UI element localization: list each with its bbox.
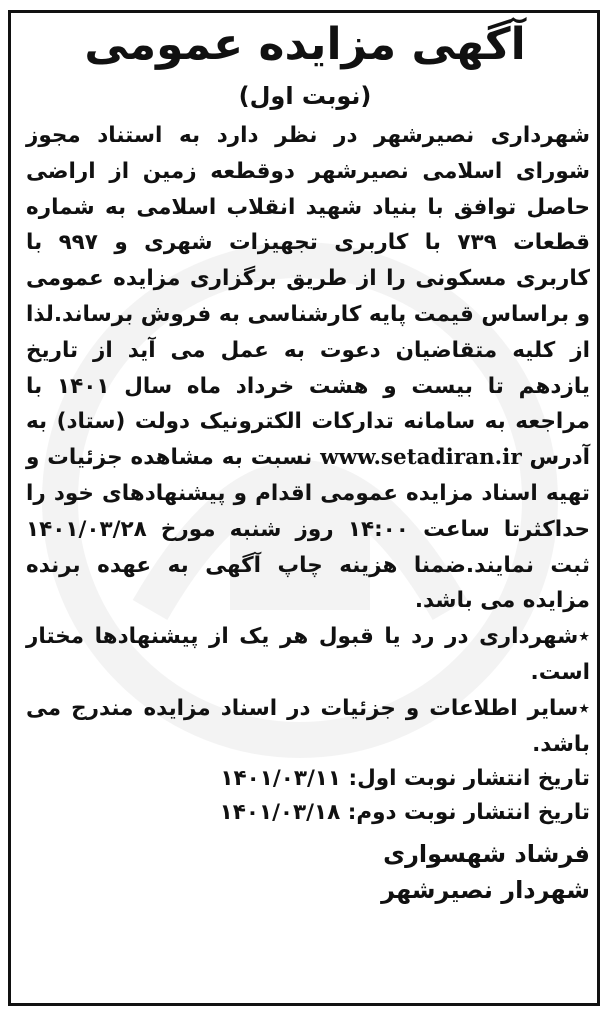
signature-block [18, 836, 592, 908]
notice-content [18, 14, 592, 908]
website-address: www.setadiran.ir [320, 445, 522, 471]
notice-body [18, 118, 592, 619]
bullet-rejection-right: ٭شهرداری در رد یا قبول هر یک از پیشنهادها مختار است. [26, 624, 590, 685]
first-publish-date: تاریخ انتشار نوبت اول: ۱۴۰۱/۰۳/۱۱ [220, 766, 590, 792]
bullet-other-info: ٭سایر اطلاعات و جزئیات در اسناد مزایده مندرج می باشد. [26, 695, 590, 757]
signer-name: فرشاد شهسواری [383, 840, 590, 869]
second-publish-date: تاریخ انتشار نوبت دوم: ۱۴۰۱/۰۳/۱۸ [219, 800, 590, 826]
notice-title: آگهی مزایده عمومی [84, 19, 526, 70]
notice-round: (نوبت اول) [238, 82, 372, 110]
body-part-2: نسبت به مشاهده جزئیات و تهیه اسناد مزایده عمومی اقدام و پیشنهادهای خود را حداکثرتا ساعت ۱۴:۰۰ روز شنبه مورخ ۱۴۰۱/۰۳/۲۸ ثبت نمایند.ضمنا هزینه چاپ آگهی به عهده برنده مزایده می باشد. [26, 445, 590, 614]
signer-title: شهردار نصیرشهر [381, 876, 590, 905]
body-part-1: شهرداری نصیرشهر در نظر دارد به استناد مجوز شورای اسلامی نصیرشهر دوقطعه زمین از اراضی حاصل توافق با بنیاد شهید انقلاب اسلامی به شماره قطعات ۷۳۹ با کاربری تجهیزات شهری و ۹۹۷ با کاربری مسکونی را از طریق برگزاری مزایده عمومی و براساس قیمت پایه کارشناسی به فروش برساند.لذا از کلیه متقاضیان دعوت به عمل می آید از تاریخ یازدهم تا بیست و هشت خرداد ماه سال ۱۴۰۱ با مراجعه به سامانه تدارکات الکترونیک دولت (ستاد) به آدرس [26, 123, 590, 471]
